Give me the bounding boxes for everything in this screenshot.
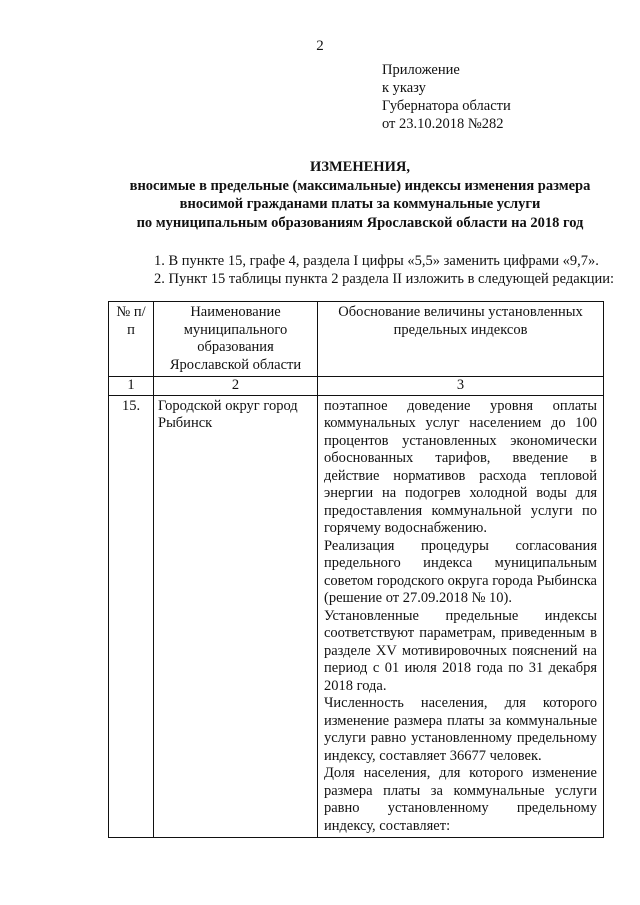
justification-paragraph: Установленные предельные индексы соответствуют параметрам, приведенным в разделе XV мотивировочных пояснений на период с 01 июля 2018 года по 31 декабря 2018 года.	[324, 607, 597, 694]
justification-paragraph: Реализация процедуры согласования предельного индекса муниципальным советом городского округа города Рыбинска (решение от 27.09.2018 № 10).	[324, 537, 597, 606]
column-number: 2	[154, 377, 318, 396]
row-justification	[318, 395, 604, 838]
row-municipality: Городской округ город Рыбинск	[154, 395, 318, 838]
title-line: вносимые в предельные (максимальные) индексы изменения размера	[129, 177, 591, 194]
justification-paragraph: Численность населения, для которого изменение размера платы за коммунальные услуги равно установленному предельному индексу, составляет 36677 человек.	[324, 695, 597, 764]
indices-table	[108, 301, 604, 838]
title-line: по муниципальным образованиям Ярославской области на 2018 год	[136, 214, 584, 231]
document-title	[80, 158, 640, 232]
title-line: вносимой гражданами платы за коммунальные услуги	[179, 196, 541, 212]
page-number: 2	[316, 38, 324, 54]
title-heading: ИЗМЕНЕНИЯ,	[310, 159, 410, 175]
appendix-line: к указу	[382, 80, 426, 96]
appendix-line: Приложение	[382, 62, 460, 78]
header-number: № п/п	[109, 302, 154, 377]
table-header-row	[109, 302, 604, 377]
justification-paragraph: Доля населения, для которого изменение размера платы за коммунальные услуги равно установленному предельному индексу, составляет:	[324, 765, 597, 834]
appendix-date-line: от 23.10.2018 №282	[382, 116, 504, 132]
amendment-item-2: 2. Пункт 15 таблицы пункта 2 раздела II изложить в следующей редакции:	[154, 271, 615, 287]
appendix-line: Губернатора области	[382, 98, 511, 114]
table-row	[109, 395, 604, 838]
column-number: 3	[318, 377, 604, 396]
header-municipality: Наименование муниципального образования Ярославской области	[154, 302, 318, 377]
column-number-row	[109, 377, 604, 396]
justification-paragraph: поэтапное доведение уровня оплаты коммунальных услуг населением до 100 процентов установленных экономически обоснованных тарифов, введение в действие нормативов расхода тепловой энергии на подогрев холодной воды для предоставления коммунальной услуги по горячему водоснабжению.	[324, 397, 597, 536]
amendment-item-1: 1. В пункте 15, графе 4, раздела I цифры «5,5» заменить цифрами «9,7».	[154, 253, 599, 269]
header-justification: Обоснование величины установленных предельных индексов	[318, 302, 604, 377]
column-number: 1	[109, 377, 154, 396]
amendment-items	[154, 252, 614, 288]
row-number: 15.	[109, 395, 154, 838]
appendix-block	[382, 61, 511, 133]
